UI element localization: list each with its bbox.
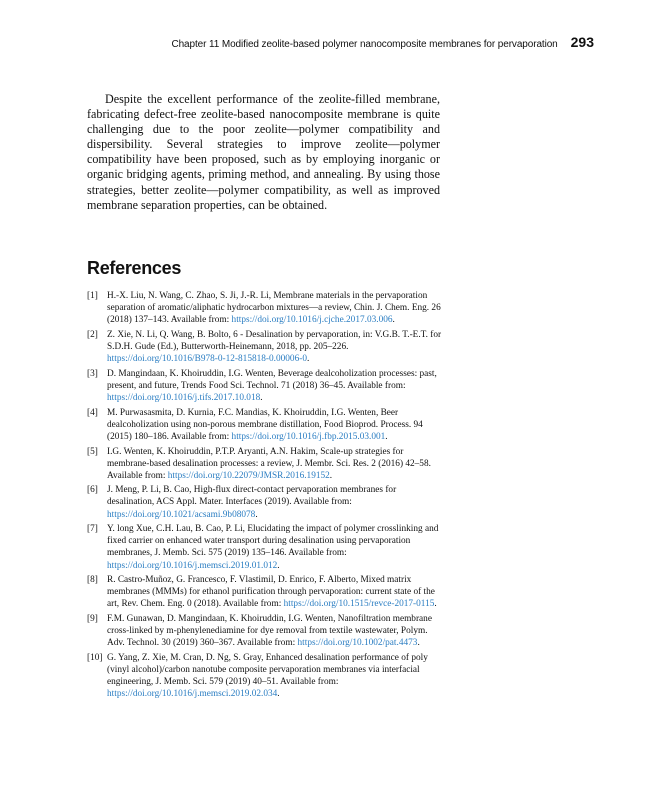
reference-text: R. Castro-Muñoz, G. Francesco, F. Vlastimil, D. Enrico, F. Alberto, Mixed matrix membranes (MMMs) for ethanol purification through pervaporation: current state of the art, Rev. Chem. Eng. 0 (2018). Available from:: [107, 575, 435, 610]
references-heading: References: [87, 258, 182, 278]
doi-link[interactable]: https://doi.org/10.1515/revce-2017-0115: [283, 599, 435, 610]
reference-item: [5] I.G. Wenten, K. Khoiruddin, P.T.P. Aryanti, A.N. Hakim, Scale-up strategies for membrane-based desalination processes: a review, J. Membr. Sci. Res. 2 (2016) 42–58. Available from: https://doi.org/10.22079/JMSR.2016.19152.: [87, 446, 431, 481]
reference-number: [3]: [87, 368, 98, 379]
reference-number: [5]: [87, 446, 98, 457]
reference-text: I.G. Wenten, K. Khoiruddin, P.T.P. Aryanti, A.N. Hakim, Scale-up strategies for membrane-based desalination processes: a review, J. Membr. Sci. Res. 2 (2016) 42–58. Available from:: [107, 446, 431, 481]
reference-number: [6]: [87, 485, 98, 496]
reference-text: G. Yang, Z. Xie, M. Cran, D. Ng, S. Gray, Enhanced desalination performance of poly (vinyl alcohol)/carbon nanotube composite pervaporation membranes via interfacial engineering, J. Memb. Sci. 579 (2019) 40–51. Available from:: [107, 652, 428, 688]
doi-link[interactable]: https://doi.org/10.1021/acsami.9b08078: [107, 509, 256, 520]
reference-number: [1]: [87, 291, 98, 301]
reference-text: D. Mangindaan, K. Khoiruddin, I.G. Wenten, Beverage dealcoholization processes: past, present, and future, Trends Food Sci. Technol. 71 (2018) 36–45. Available from:: [107, 368, 437, 391]
reference-item: [9] F.M. Gunawan, D. Mangindaan, K. Khoiruddin, I.G. Wenten, Nanofiltration membrane cross-linked by m-phenylenediamine for dye removal from textile wastewater, Polym. Adv. Technol. 30 (2019) 360–367. Available from: https://doi.org/10.1002/pat.4473.: [87, 614, 432, 649]
doi-link[interactable]: https://doi.org/10.22079/JMSR.2016.19152: [167, 470, 330, 481]
reference-number: [9]: [87, 614, 98, 625]
page-header: [60, 34, 594, 50]
doi-link[interactable]: https://doi.org/10.1016/j.memsci.2019.01.012: [107, 560, 278, 571]
reference-item: [8] R. Castro-Muñoz, G. Francesco, F. Vlastimil, D. Enrico, F. Alberto, Mixed matrix membranes (MMMs) for ethanol purification through pervaporation: current state of the art, Rev. Chem. Eng. 0 (2018). Available from: https://doi.org/10.1515/revce-2017-0115.: [87, 575, 437, 610]
reference-number: [7]: [87, 524, 98, 535]
reference-text: Z. Xie, N. Li, Q. Wang, B. Bolto, 6 - Desalination by pervaporation, in: V.G.B. T.-E.T. for S.D.H. Gude (Ed.), Butterworth-Heinemann, 2018, pp. 205–226.: [107, 329, 442, 352]
body-paragraph: Despite the excellent performance of the zeolite-filled membrane, fabricating defect-free zeolite-based nanocomposite membrane is quite challenging due to the poor zeolite—polymer compatibility and dispersibility. Several strategies to improve zeolite—polymer compatibility have been proposed, such as by employing inorganic or organic bridging agents, priming method, and annealing. By using those strategies, better zeolite—polymer compatibility, as well as improved membrane separation properties, can be obtained.: [87, 92, 440, 212]
reference-text: Y. long Xue, C.H. Lau, B. Cao, P. Li, Elucidating the impact of polymer crosslinking and fixed carrier on enhanced water transport during desalination using pervaporation membranes, J. Memb. Sci. 575 (2019) 135–146. Available from:: [107, 524, 439, 559]
doi-link[interactable]: https://doi.org/10.1016/B978-0-12-815818-0.00006-0: [107, 354, 307, 365]
reference-item: [3] D. Mangindaan, K. Khoiruddin, I.G. Wenten, Beverage dealcoholization processes: past, present, and future, Trends Food Sci. Technol. 71 (2018) 36–45. Available from: https://doi.org/10.1016/j.tifs.2017.10.018.: [87, 368, 437, 403]
reference-item: [10] G. Yang, Z. Xie, M. Cran, D. Ng, S. Gray, Enhanced desalination performance of poly (vinyl alcohol)/carbon nanotube composite pervaporation membranes via interfacial engineering, J. Memb. Sci. 579 (2019) 40–51. Available from: https://doi.org/10.1016/j.memsci.2019.02.034.: [87, 652, 428, 700]
reference-number: [2]: [87, 329, 98, 340]
doi-link[interactable]: https://doi.org/10.1002/pat.4473: [297, 638, 418, 649]
reference-text: M. Purwasasmita, D. Kurnia, F.C. Mandias, K. Khoiruddin, I.G. Wenten, Beer dealcoholization using non-porous membrane distillation, Food Bioprod. Process. 94 (2015) 180–186. Available from:: [107, 407, 423, 442]
reference-item: [2] Z. Xie, N. Li, Q. Wang, B. Bolto, 6 - Desalination by pervaporation, in: V.G.B. T.-E.T. for S.D.H. Gude (Ed.), Butterworth-Heinemann, 2018, pp. 205–226. https://doi.org/10.1016/B978-0-12-815818-0.00006-0.: [87, 329, 442, 365]
reference-item: [7] Y. long Xue, C.H. Lau, B. Cao, P. Li, Elucidating the impact of polymer crosslinking and fixed carrier on enhanced water transport during desalination using pervaporation membranes, J. Memb. Sci. 575 (2019) 135–146. Available from: https://doi.org/10.1016/j.memsci.2019.01.012.: [87, 524, 439, 571]
reference-text: H.-X. Liu, N. Wang, C. Zhao, S. Ji, J.-R. Li, Membrane materials in the pervaporation separation of aromatic/aliphatic hydrocarbon mixtures—a review, Chin. J. Chem. Eng. 26 (2018) 137–143. Available from:: [107, 291, 441, 326]
doi-link[interactable]: https://doi.org/10.1016/j.cjche.2017.03.006: [231, 315, 393, 326]
doi-link[interactable]: https://doi.org/10.1016/j.memsci.2019.02.034: [107, 689, 278, 700]
reference-item: [4] M. Purwasasmita, D. Kurnia, F.C. Mandias, K. Khoiruddin, I.G. Wenten, Beer dealcoholization using non-porous membrane distillation, Food Bioprod. Process. 94 (2015) 180–186. Available from: https://doi.org/10.1016/j.fbp.2015.03.001.: [87, 407, 423, 442]
reference-item: [1] H.-X. Liu, N. Wang, C. Zhao, S. Ji, J.-R. Li, Membrane materials in the pervaporation separation of aromatic/aliphatic hydrocarbon mixtures—a review, Chin. J. Chem. Eng. 26 (2018) 137–143. Available from: https://doi.org/10.1016/j.cjche.2017.03.006.: [87, 291, 441, 326]
doi-link[interactable]: https://doi.org/10.1016/j.tifs.2017.10.018: [107, 392, 261, 403]
page-number: 293: [570, 34, 594, 50]
reference-number: [4]: [87, 407, 98, 418]
reference-text: J. Meng, P. Li, B. Cao, High-flux direct-contact pervaporation membranes for desalination, ACS Appl. Mater. Interfaces (2019). Available from:: [107, 485, 397, 508]
running-title: Chapter 11 Modified zeolite-based polymer nanocomposite membranes for pervaporation: [171, 39, 558, 50]
doi-link[interactable]: https://doi.org/10.1016/j.fbp.2015.03.001: [231, 431, 386, 442]
reference-item: [6] J. Meng, P. Li, B. Cao, High-flux direct-contact pervaporation membranes for desalination, ACS Appl. Mater. Interfaces (2019). Available from: https://doi.org/10.1021/acsami.9b08078.: [87, 485, 397, 520]
reference-list: [87, 290, 443, 703]
reference-number: [10]: [87, 652, 103, 663]
reference-text: F.M. Gunawan, D. Mangindaan, K. Khoiruddin, I.G. Wenten, Nanofiltration membrane cross-linked by m-phenylenediamine for dye removal from textile wastewater, Polym. Adv. Technol. 30 (2019) 360–367. Available from:: [107, 614, 432, 649]
reference-number: [8]: [87, 575, 98, 586]
